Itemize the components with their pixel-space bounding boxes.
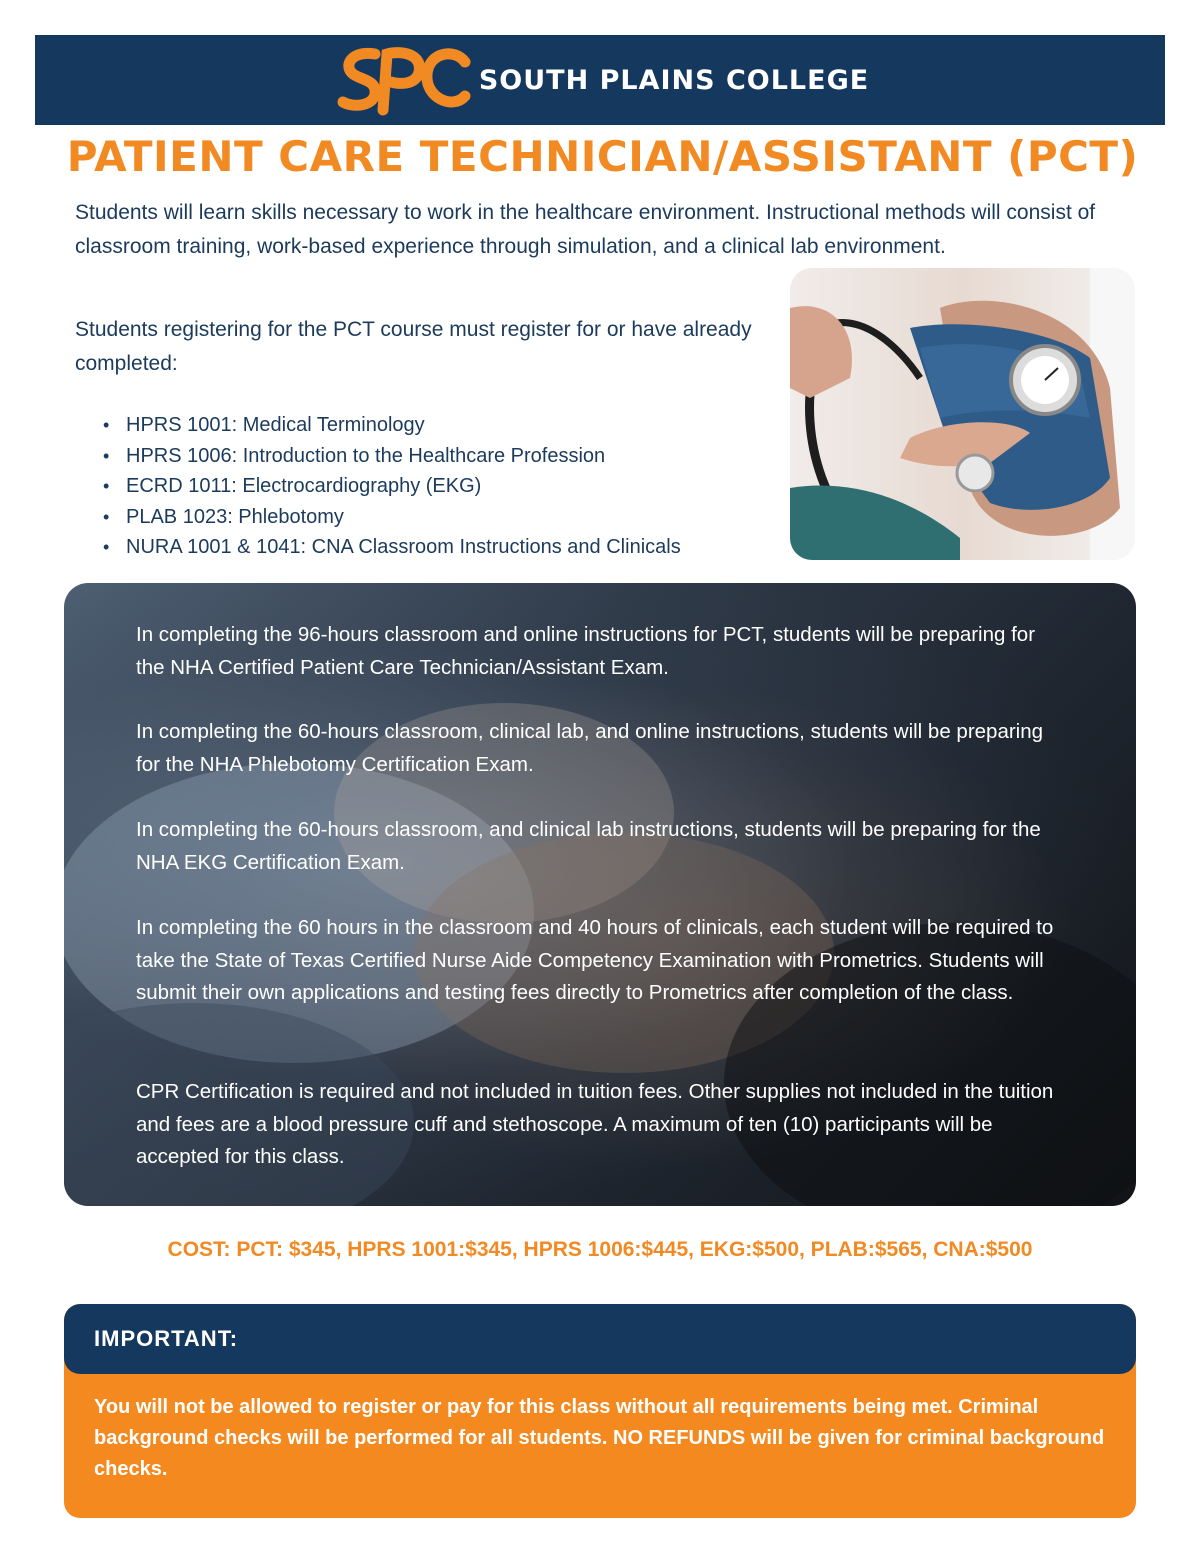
important-heading: IMPORTANT: [64,1304,1136,1374]
detail-paragraph-pct: In completing the 96-hours classroom and online instructions for PCT, students will be preparing for the NHA Certified Patient Care Technician/Assistant Exam. [136,623,1036,679]
list-item: • HPRS 1001: Medical Terminology [100,410,780,441]
college-name: SOUTH PLAINS COLLEGE [478,64,870,96]
college-logo [331,40,471,120]
header-banner [35,35,1165,125]
certification-details-panel [64,583,1136,1206]
list-item: • PLAB 1023: Phlebotomy [100,502,780,533]
intro-paragraph: Students will learn skills necessary to work in the healthcare environment. Instructional methods will consist of classroom training, work-based experience through simulation, and a clinical lab environment. [75,201,1096,258]
detail-paragraph-cna: In completing the 60 hours in the classroom and 40 hours of clinicals, each student will be required to take the State of Texas Certified Nurse Aide Competency Examination with Prometrics. Students will submit their own applications and testing fees directly to Prometrics after completion of the class. [136,916,1054,1004]
detail-paragraph-ekg: In completing the 60-hours classroom, and clinical lab instructions, students will be preparing for the NHA EKG Certification Exam. [136,818,1041,874]
important-notice [64,1304,1136,1518]
list-item: • HPRS 1006: Introduction to the Healthcare Profession [100,441,780,472]
page-title: PATIENT CARE TECHNICIAN/ASSISTANT (PCT) [66,132,1139,181]
list-item: • NURA 1001 & 1041: CNA Classroom Instructions and Clinicals [100,532,780,563]
prerequisites-intro: Students registering for the PCT course must register for or have already completed: [75,318,752,375]
prerequisite-list [100,410,780,563]
cost-line: COST: PCT: $345, HPRS 1001:$345, HPRS 1006:$445, EKG:$500, PLAB:$565, CNA:$500 [167,1238,1033,1261]
detail-paragraph-phlebotomy: In completing the 60-hours classroom, clinical lab, and online instructions, students will be preparing for the NHA Phlebotomy Certification Exam. [136,720,1044,776]
list-item: • ECRD 1011: Electrocardiography (EKG) [100,471,780,502]
important-body: You will not be allowed to register or pay for this class without all requirements being met. Criminal background checks will be performed for all students. NO REFUNDS will be given for criminal background checks. [94,1396,1105,1480]
detail-paragraph-cpr: CPR Certification is required and not included in tuition fees. Other supplies not included in the tuition and fees are a blood pressure cuff and stethoscope. A maximum of ten (10) participants will be accepted for this class. [136,1080,1054,1168]
blood-pressure-illustration [790,268,1135,560]
blood-pressure-photo [790,268,1135,560]
